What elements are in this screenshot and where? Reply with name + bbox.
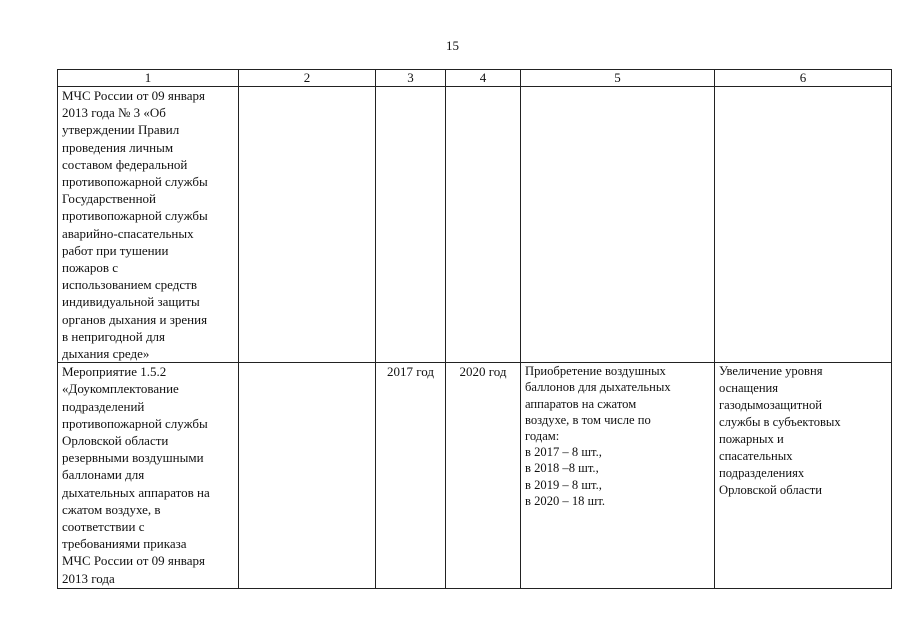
column-header-4: 4 <box>446 70 521 87</box>
page-number: 15 <box>446 38 459 53</box>
cell-col2 <box>239 87 376 363</box>
cell-impact <box>715 87 892 363</box>
measures-table <box>57 69 892 589</box>
column-header-5: 5 <box>521 70 715 87</box>
cell-expected-result <box>521 87 715 363</box>
column-header-6: 6 <box>715 70 892 87</box>
table-row <box>58 87 892 363</box>
cell-col2 <box>239 363 376 589</box>
cell-start-year: 2017 год <box>376 363 446 589</box>
column-header-3: 3 <box>376 70 446 87</box>
cell-impact: Увеличение уровня оснащения газодымозащитной службы в субъектовых пожарных и спасательных подразделениях Орловской области <box>715 363 892 589</box>
column-header-1: 1 <box>58 70 239 87</box>
table-row <box>58 363 892 589</box>
cell-start-year <box>376 87 446 363</box>
column-header-2: 2 <box>239 70 376 87</box>
cell-measure-name: Мероприятие 1.5.2 «Доукомплектование подразделений противопожарной службы Орловской области резервными воздушными баллонами для дыхательных аппаратов на сжатом воздухе, в соответствии с требованиями приказа МЧС России от 09 января 2013 года <box>58 363 239 589</box>
cell-end-year: 2020 год <box>446 363 521 589</box>
cell-end-year <box>446 87 521 363</box>
cell-expected-result: Приобретение воздушных баллонов для дыхательных аппаратов на сжатом воздухе, в том числе по годам: в 2017 – 8 шт., в 2018 –8 шт., в 2019 – 8 шт., в 2020 – 18 шт. <box>521 363 715 589</box>
cell-legal-basis: МЧС России от 09 января 2013 года № 3 «Об утверждении Правил проведения личным составом федеральной противопожарной службы Государственной противопожарной службы аварийно-спасательных работ при тушении пожаров с использованием средств индивидуальной защиты органов дыхания и зрения в непригодной для дыхания среде» <box>58 87 239 363</box>
header-row <box>58 70 892 87</box>
